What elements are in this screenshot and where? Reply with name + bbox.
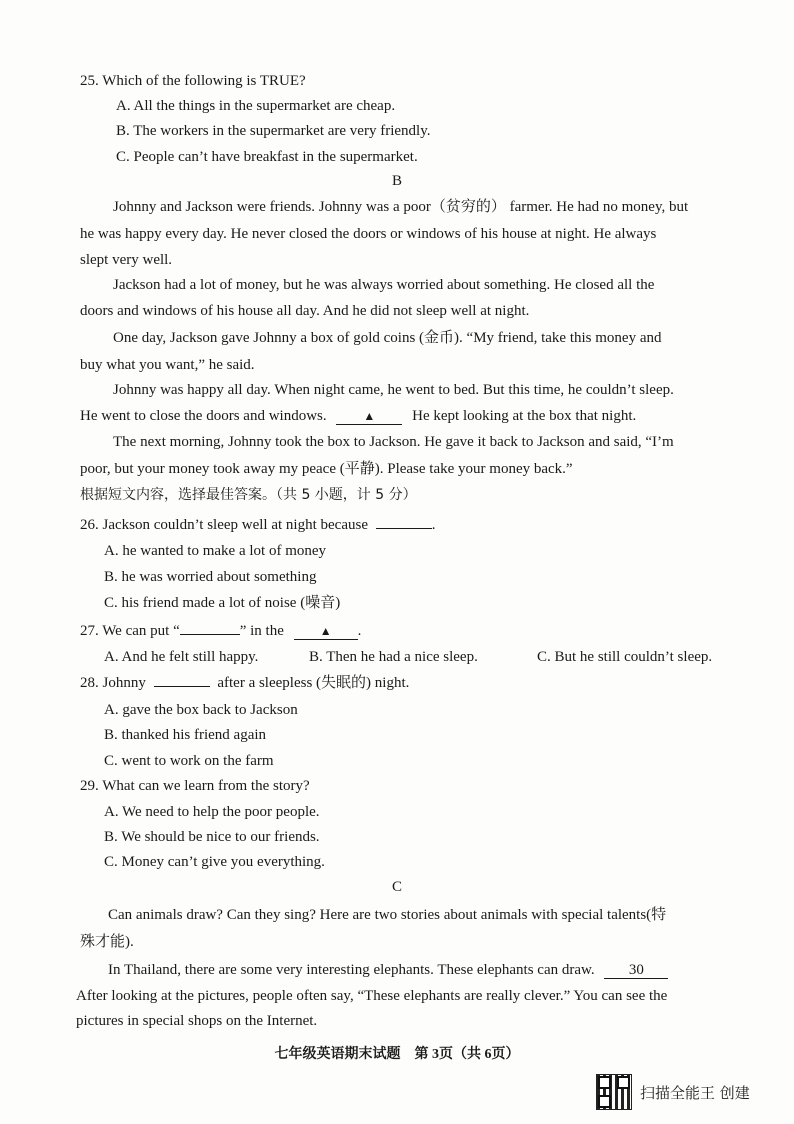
q28-option-a: A. gave the box back to Jackson [104, 702, 298, 718]
q28-blank [154, 686, 210, 687]
passage-c-p2-line1-text: In Thailand, there are some very interesting elephants. These elephants can draw. [108, 962, 595, 978]
passage-c-p2-line2: After looking at the pictures, people often say, “These elephants are really clever.” You can see the [76, 988, 668, 1004]
q27-blank [180, 634, 240, 635]
q27-stem: 27. We can put “ ” in the ▲ . [80, 623, 362, 639]
q27-stem-start: 27. We can put “ [80, 623, 180, 639]
triangle-marker-icon: ▲ [363, 409, 376, 423]
passage-b-p4-line2-end: He kept looking at the box that night. [412, 408, 637, 424]
passage-c-p1-line1: Can animals draw? Can they sing? Here are two stories about animals with special talents(特 [108, 907, 667, 923]
passage-b-p3-line1: One day, Jackson gave Johnny a box of gold coins (金币). “My friend, take this money and [113, 330, 662, 346]
q26-option-c: C. his friend made a lot of noise (噪音) [104, 595, 341, 611]
q26-stem-text: 26. Jackson couldn’t sleep well at night because [80, 517, 368, 533]
q25-option-a: A. All the things in the supermarket are cheap. [116, 98, 396, 114]
passage-b-p2-line2: doors and windows of his house all day. And he did not sleep well at night. [80, 303, 530, 319]
q29-option-a: A. We need to help the poor people. [104, 804, 320, 820]
q27-stem-end: ” in the [239, 623, 284, 639]
passage-b-p1-line1: Johnny and Jackson were friends. Johnny was a poor（贫穷的） farmer. He had no money, but [113, 199, 689, 215]
scanner-label: 扫描全能王 创建 [640, 1083, 750, 1102]
passage-b-p3-line2: buy what you want,” he said. [80, 357, 255, 373]
passage-b-p1-line3: slept very well. [80, 252, 173, 268]
q27-option-c: C. But he still couldn’t sleep. [537, 649, 713, 665]
q28-option-c: C. went to work on the farm [104, 753, 274, 769]
passage-c-p2-line3: pictures in special shops on the Internet. [76, 1013, 318, 1029]
page-footer: 七年级英语期末试题 第 3页（共 6页） [274, 1047, 520, 1062]
q29-stem: 29. What can we learn from the story? [80, 778, 310, 794]
q26-option-b: B. he was worried about something [104, 569, 317, 585]
question-30-blank: 30 [604, 963, 668, 979]
q28-option-b: B. thanked his friend again [104, 727, 267, 743]
q27-option-b: B. Then he had a nice sleep. [309, 649, 478, 665]
q27-option-a: A. And he felt still happy. [104, 649, 259, 665]
passage-b-p5-line2: poor, but your money took away my peace (平静). Please take your money back.” [80, 461, 573, 477]
q26-blank [376, 528, 432, 529]
q29-option-b: B. We should be nice to our friends. [104, 829, 320, 845]
q28-stem [80, 674, 409, 692]
passage-c-p1-line2: 殊才能). [80, 934, 134, 950]
section-b-heading: B [391, 173, 402, 189]
q26-stem: 26. Jackson couldn’t sleep well at night because . [80, 517, 436, 533]
passage-b-p4-line2 [80, 407, 636, 425]
q28-stem-end: after a sleepless (失眠的) night. [217, 675, 410, 691]
passage-b-p4-line1: Johnny was happy all day. When night came, he went to bed. But this time, he couldn’t sleep. [113, 382, 674, 398]
qr-code-icon [596, 1074, 632, 1110]
q27-marker-blank [294, 624, 358, 640]
q25-stem: 25. Which of the following is TRUE? [80, 73, 306, 89]
passage-blank [336, 409, 402, 425]
q28-stem-start: 28. Johnny [80, 675, 146, 691]
q26-option-a: A. he wanted to make a lot of money [104, 543, 327, 559]
q29-option-c: C. Money can’t give you everything. [104, 854, 325, 870]
triangle-marker-icon: ▲ [319, 624, 332, 638]
passage-b-p4-line2-start: He went to close the doors and windows. [80, 408, 327, 424]
passage-b-p2-line1: Jackson had a lot of money, but he was always worried about something. He closed all the [113, 277, 655, 293]
passage-b-p5-line1: The next morning, Johnny took the box to Jackson. He gave it back to Jackson and said, “I’m [113, 434, 674, 450]
passage-b-p1-line2: he was happy every day. He never closed the doors or windows of his house at night. He always [80, 226, 657, 242]
section-c-heading: C [391, 879, 402, 895]
passage-c-p2-line1 [108, 961, 668, 979]
section-b-instruction: 根据短文内容，选择最佳答案。（共 5 小题，计 5 分） [80, 487, 417, 503]
q25-option-b: B. The workers in the supermarket are very friendly. [116, 123, 431, 139]
q25-option-c: C. People can’t have breakfast in the supermarket. [116, 149, 418, 165]
scanner-watermark [596, 1074, 750, 1110]
